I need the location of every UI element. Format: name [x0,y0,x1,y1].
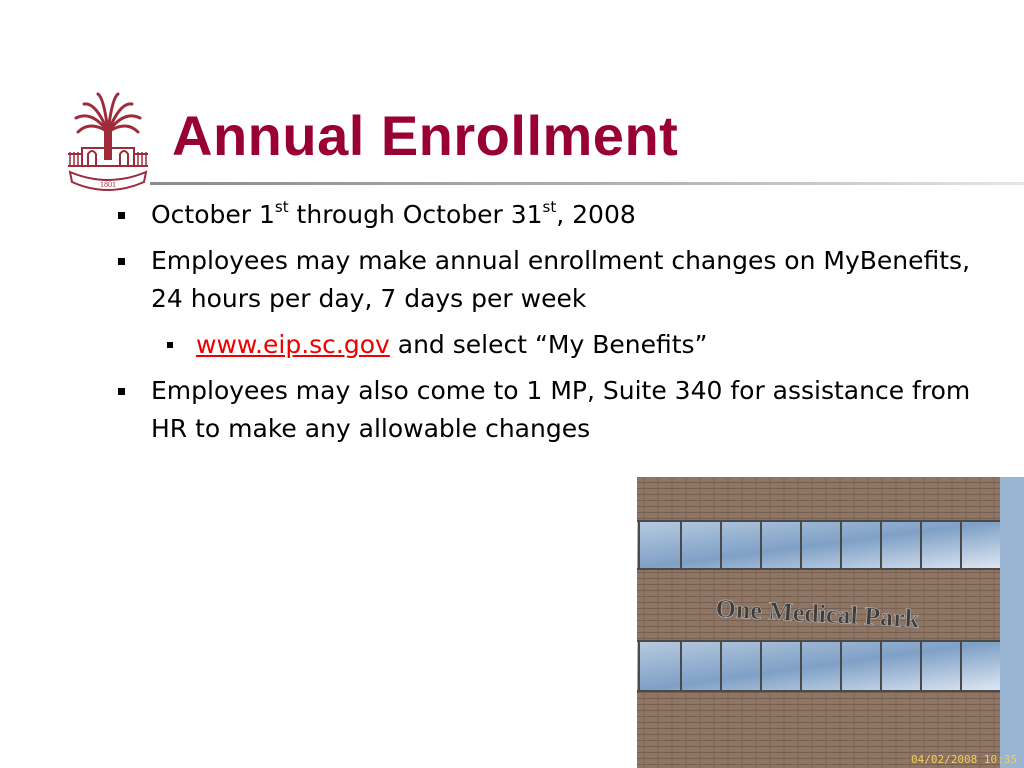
bullet-square-icon [118,212,125,219]
photo-timestamp: 04/02/2008 10:35 [911,753,1017,766]
bullet-dates: October 1st through October 31st, 2008 [120,196,1000,234]
bullet-list [120,196,1000,456]
bullet-hr-assistance: Employees may also come to 1 MP, Suite 340 for assistance from HR to make any allowable changes [120,372,1000,448]
slide-title: Annual Enrollment [172,104,679,167]
sub-bullet-website: www.eip.sc.gov and select “My Benefits” [120,326,1000,364]
eip-website-link[interactable]: www.eip.sc.gov [196,330,390,359]
logo-year: 1801 [100,180,116,189]
bullet-mybenefits: Employees may make annual enrollment changes on MyBenefits, 24 hours per day, 7 days per week [120,242,1000,318]
title-divider [150,182,1024,185]
building-sign: One Medical Park [715,593,920,634]
bullet-square-icon [118,258,125,265]
building-photo [637,477,1024,768]
bullet-square-icon [118,388,125,395]
university-logo [62,90,154,200]
bullet-square-icon [167,342,173,348]
